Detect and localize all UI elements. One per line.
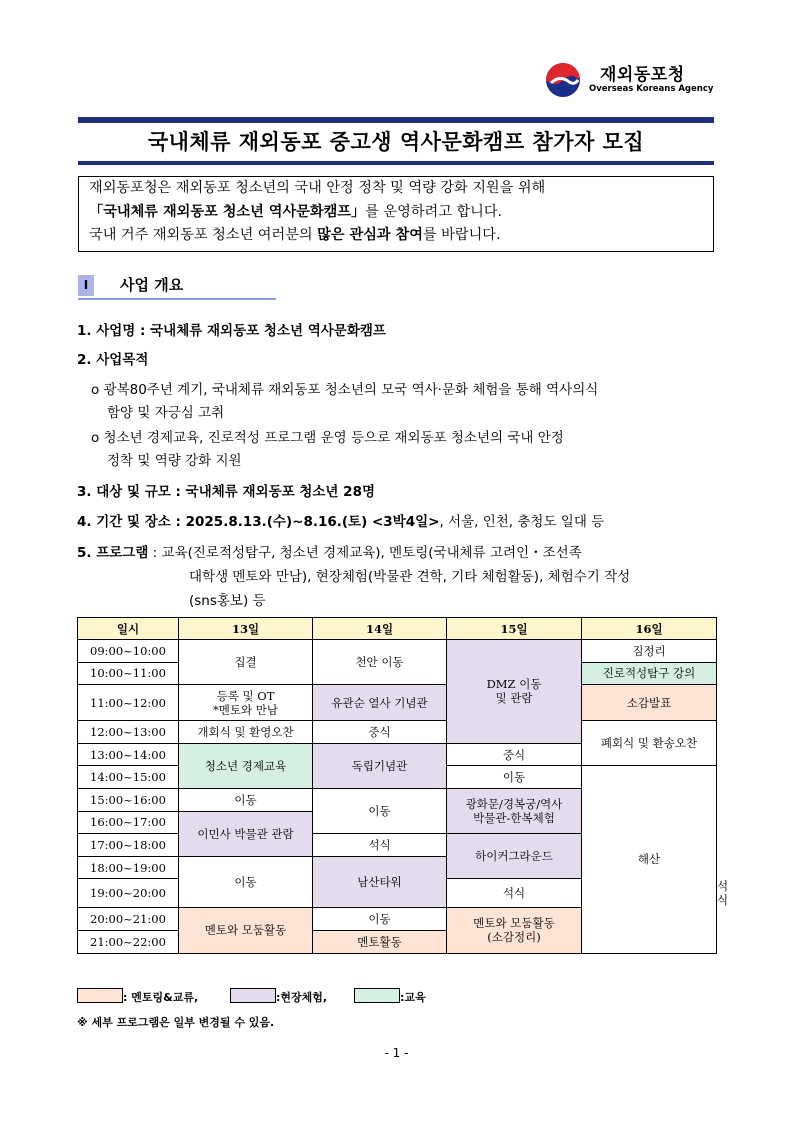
title-top-rule — [78, 117, 714, 123]
intro-line-1: 재외동포청은 재외동포 청소년의 국내 안정 정착 및 역량 강화 지원을 위해 — [89, 180, 546, 196]
cell-13-move: 이동 — [179, 788, 313, 811]
section-title: 사업 개요 — [120, 276, 184, 294]
item-1: 1. 사업명 : 국내체류 재외동포 청소년 역사문화캠프 — [77, 323, 386, 339]
agency-logo-icon — [541, 60, 597, 100]
item-5-line-3: (sns홍보) 등 — [189, 593, 266, 609]
item-5-line-1: 5. 프로그램 : 교육(진로적성탐구, 청소년 경제교육), 멘토링(국내체류 고려인・조선족 — [77, 545, 582, 561]
intro-line-2: 「국내체류 재외동포 청소년 역사문화캠프」를 운영하려고 합니다. — [89, 203, 503, 220]
cell-13-dinner: 석식 — [447, 879, 582, 908]
header-day-16: 16일 — [582, 618, 717, 640]
cell-14-lunch: 중식 — [313, 721, 447, 744]
purpose-bullet-1-line-1: o 광복80주년 계기, 국내체류 재외동포 청소년의 모국 역사·문화 체험을 통해 역사의식 — [91, 382, 599, 398]
header-time: 일시 — [78, 618, 179, 640]
cell-15-hiker-ground: 하이커그라운드 — [447, 834, 582, 879]
item-5-line-2: 대학생 멘토와 만남), 현장체험(박물관 견학, 기타 체험활동), 체험수기 작성 — [189, 569, 631, 585]
page-number: - 1 - — [384, 1046, 409, 1060]
table-row — [78, 640, 717, 663]
cell-13-opening-lunch: 개회식 및 환영오찬 — [179, 721, 313, 744]
cell-13-move-evening: 이동 — [179, 856, 313, 908]
cell-15-mentor-group: 멘토와 모둠활동 (소감정리) — [447, 908, 582, 953]
time-cell: 21:00~22:00 — [78, 930, 179, 953]
table-header-row — [78, 618, 717, 640]
legend-swatch-purple — [230, 988, 276, 1003]
cell-14-dinner: 석식 — [313, 834, 447, 857]
table-row: 19:00~20:00 석식 석식 — [78, 879, 717, 908]
section-numeral: Ⅰ — [78, 275, 94, 296]
agency-name-en: Overseas Koreans Agency — [589, 84, 714, 94]
time-cell: 13:00~14:00 — [78, 743, 179, 766]
table-row — [78, 685, 717, 721]
page-title: 국내체류 재외동포 중고생 역사문화캠프 참가자 모집 — [147, 130, 645, 154]
time-cell: 12:00~13:00 — [78, 721, 179, 744]
item-4: 4. 기간 및 장소 : 2025.8.13.(수)~8.16.(토) <3박4일>, 서울, 인천, 충청도 일대 등 — [77, 514, 605, 530]
cell-15-move: 이동 — [447, 766, 582, 789]
purpose-bullet-1-line-2: 함양 및 자긍심 고취 — [107, 405, 225, 421]
cell-13-economics: 청소년 경제교육 — [179, 743, 313, 788]
schedule-table — [77, 617, 729, 954]
intro-line-3: 국내 거주 재외동포 청소년 여러분의 많은 관심과 참여를 바랍니다. — [89, 227, 501, 243]
time-cell: 14:00~15:00 — [78, 766, 179, 789]
cell-16-closing-lunch: 폐회식 및 환송오찬 — [582, 721, 717, 766]
time-cell: 10:00~11:00 — [78, 662, 179, 685]
time-cell: 18:00~19:00 — [78, 856, 179, 879]
item-2: 2. 사업목적 — [77, 352, 149, 368]
purpose-bullet-2-line-1: o 청소년 경제교육, 진로적성 프로그램 운영 등으로 재외동포 청소년의 국내 안정 — [91, 430, 564, 446]
time-cell: 09:00~10:00 — [78, 640, 179, 663]
cell-16-packing: 짐정리 — [582, 640, 717, 663]
cell-13-mentor-group: 멘토와 모둠활동 — [179, 908, 313, 953]
cell-13-gathering: 집결 — [179, 640, 313, 685]
cell-14-yugwansun-memorial: 유관순 열사 기념관 — [313, 685, 447, 721]
cell-16-career-lecture: 진로적성탐구 강의 — [582, 662, 717, 685]
purpose-bullet-2-line-2: 정착 및 역량 강화 지원 — [107, 453, 242, 469]
legend-label-purple: :현장체험, — [276, 991, 328, 1004]
legend-swatch-pink — [77, 988, 123, 1003]
time-cell: 16:00~17:00 — [78, 811, 179, 834]
cell-14-namsan-tower: 남산타워 — [313, 856, 447, 908]
cell-13-registration: 등록 및 OT *멘토와 만남 — [179, 685, 313, 721]
cell-16-reflection: 소감발표 — [582, 685, 717, 721]
legend-label-pink: : 멘토링&교류, — [123, 991, 199, 1004]
footnote: ※ 세부 프로그램은 일부 변경될 수 있음. — [77, 1016, 275, 1029]
header-day-14: 14일 — [313, 618, 447, 640]
cell-15-dmz: DMZ 이동 및 관람 — [447, 640, 582, 744]
cell-13-immigration-museum: 이민사 박물관 관람 — [179, 811, 313, 856]
intro-box — [78, 176, 714, 252]
legend-label-green: :교육 — [400, 991, 426, 1004]
header-day-15: 15일 — [447, 618, 582, 640]
cell-14-move-cheonan: 천안 이동 — [313, 640, 447, 685]
cell-15-gwanghwamun: 광화문/경복궁/역사 박물관-한복체험 — [447, 788, 582, 833]
cell-15-lunch: 중식 — [447, 743, 582, 766]
time-cell: 11:00~12:00 — [78, 685, 179, 721]
title-bottom-rule — [78, 161, 714, 165]
time-cell: 17:00~18:00 — [78, 834, 179, 857]
cell-14-move: 이동 — [313, 788, 447, 833]
cell-14-independence-hall: 독립기념관 — [313, 743, 447, 788]
time-cell: 19:00~20:00 — [78, 879, 179, 908]
time-cell: 15:00~16:00 — [78, 788, 179, 811]
legend-swatch-green — [354, 988, 400, 1003]
cell-16-dismissal: 해산 — [582, 766, 717, 953]
table-row — [78, 721, 717, 744]
section-underline — [78, 298, 276, 300]
time-cell: 20:00~21:00 — [78, 908, 179, 931]
agency-name-ko: 재외동포청 — [600, 65, 685, 85]
cell-14-mentor-activity: 멘토활동 — [313, 930, 447, 953]
cell-14-move-evening: 이동 — [313, 908, 447, 931]
header-day-13: 13일 — [179, 618, 313, 640]
item-3: 3. 대상 및 규모 : 국내체류 재외동포 청소년 28명 — [77, 484, 376, 500]
